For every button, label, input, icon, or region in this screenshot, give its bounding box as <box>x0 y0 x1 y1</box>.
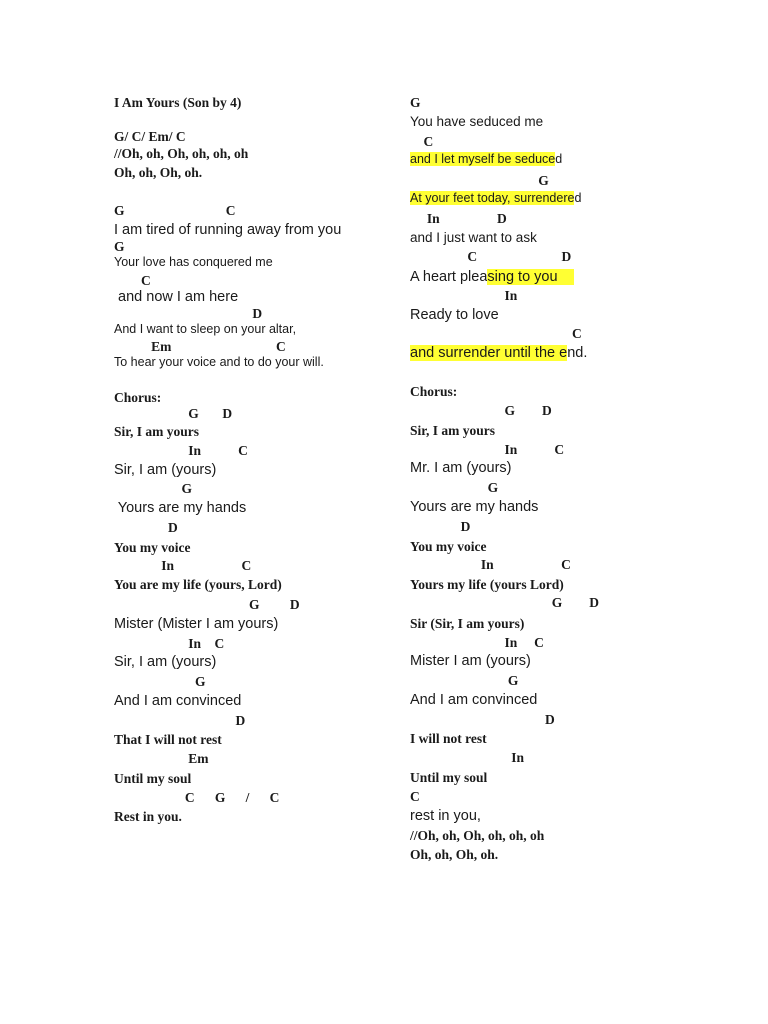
bridge-chords-7: C <box>410 326 582 341</box>
chorus-chords-10: Em <box>114 751 209 766</box>
bridge-lyric-7: and surrender until the end. <box>410 345 588 361</box>
bridge-lyric-1: You have seduced me <box>410 114 544 129</box>
chorus-lyric-8: And I am convinced <box>114 693 242 709</box>
verse-chords-4: D <box>114 306 263 321</box>
chorus2-chords-8: G <box>410 673 519 688</box>
chorus-lyric-3: Yours are my hands <box>114 500 247 516</box>
outro-line-2: Oh, oh, Oh, oh. <box>410 847 499 862</box>
outro-line-1: //Oh, oh, Oh, oh, oh, oh <box>410 828 545 843</box>
chorus-label: Chorus: <box>114 390 162 405</box>
chorus-lyric-6: Mister (Mister I am yours) <box>114 616 279 632</box>
chorus-chords-4: D <box>114 520 178 535</box>
highlight: and I let myself be seduce <box>410 152 556 166</box>
chorus2-lyric-9: I will not rest <box>410 731 487 746</box>
chorus-chords-6: G D <box>114 597 300 612</box>
bridge-chords-4: In D <box>410 211 507 226</box>
bridge-chords-6: In <box>410 288 518 303</box>
bridge-chords-1: G <box>410 95 421 110</box>
chorus2-chords-5: In C <box>410 557 571 572</box>
chorus2-chords-4: D <box>410 519 471 534</box>
intro-line-2: Oh, oh, Oh, oh. <box>114 165 203 180</box>
chorus-chords-3: G <box>114 481 193 496</box>
chorus-lyric-5: You are my life (yours, Lord) <box>114 577 282 592</box>
bridge-lyric-5: A heart pleasing to you <box>410 269 574 285</box>
verse-chords-5: Em C <box>114 339 286 354</box>
verse-chords-1: G C <box>114 203 236 218</box>
chorus-chords-7: In C <box>114 636 225 651</box>
song-title: I Am Yours (Son by 4) <box>114 95 242 110</box>
chorus2-chords-9: D <box>410 712 555 727</box>
chorus-chords-9: D <box>114 713 246 728</box>
intro-chords: G/ C/ Em/ C <box>114 129 186 144</box>
chorus-lyric-1: Sir, I am yours <box>114 424 200 439</box>
verse-lyric-5: To hear your voice and to do your will. <box>114 355 324 369</box>
chorus-lyric-2: Sir, I am (yours) <box>114 462 217 478</box>
bridge-chords-2: C <box>410 134 434 149</box>
highlight: At your feet today, surrendere <box>410 191 575 205</box>
chorus2-lyric-6: Sir (Sir, I am yours) <box>410 616 525 631</box>
chorus-chords-8: G <box>114 674 206 689</box>
highlight: and surrender until the e <box>410 345 568 361</box>
verse-chords-3: C <box>114 273 151 288</box>
chorus2-lyric-10: Until my soul <box>410 770 488 785</box>
bridge-lyric-3: At your feet today, surrendered <box>410 191 582 205</box>
chorus2-chords-2: In C <box>410 442 565 457</box>
bridge-lyric-4: and I just want to ask <box>410 230 537 245</box>
chorus-lyric-4: You my voice <box>114 540 191 555</box>
chorus2-chords-7: In C <box>410 635 544 650</box>
verse-chords-2: G <box>114 239 125 254</box>
chorus2-chords-11: C <box>410 789 420 804</box>
bridge-chords-3: G <box>410 173 549 188</box>
chorus-lyric-7: Sir, I am (yours) <box>114 654 217 670</box>
chorus2-lyric-1: Sir, I am yours <box>410 423 496 438</box>
bridge-lyric-6: Ready to love <box>410 307 499 323</box>
chorus2-lyric-11: rest in you, <box>410 808 481 824</box>
bridge-chords-5: C D <box>410 249 572 264</box>
chorus-chords-1: G D <box>114 406 233 421</box>
chorus2-chords-10: In <box>410 750 525 765</box>
chorus-chords-11: C G / C <box>114 790 280 805</box>
intro-line-1: //Oh, oh, Oh, oh, oh, oh <box>114 146 249 161</box>
verse-lyric-3: and now I am here <box>114 289 239 305</box>
chorus2-lyric-5: Yours my life (yours Lord) <box>410 577 564 592</box>
verse-lyric-2: Your love has conquered me <box>114 255 273 269</box>
chorus-lyric-11: Rest in you. <box>114 809 182 824</box>
chorus2-lyric-8: And I am convinced <box>410 692 538 708</box>
chorus-lyric-9: That I will not rest <box>114 732 222 747</box>
highlight: sing to you <box>487 269 574 285</box>
chorus2-lyric-4: You my voice <box>410 539 487 554</box>
chorus-chords-5: In C <box>114 558 252 573</box>
chorus2-chords-1: G D <box>410 403 552 418</box>
chorus-label-2: Chorus: <box>410 384 458 399</box>
chorus2-chords-6: G D <box>410 595 599 610</box>
chorus2-lyric-2: Mr. I am (yours) <box>410 460 512 476</box>
chorus-chords-2: In C <box>114 443 248 458</box>
bridge-lyric-2: and I let myself be seduced <box>410 152 563 166</box>
chorus2-lyric-7: Mister I am (yours) <box>410 653 531 669</box>
chorus-lyric-10: Until my soul <box>114 771 192 786</box>
verse-lyric-4: And I want to sleep on your altar, <box>114 322 297 336</box>
verse-lyric-1: I am tired of running away from you <box>114 222 342 238</box>
chorus2-lyric-3: Yours are my hands <box>410 499 539 515</box>
chorus2-chords-3: G <box>410 480 499 495</box>
